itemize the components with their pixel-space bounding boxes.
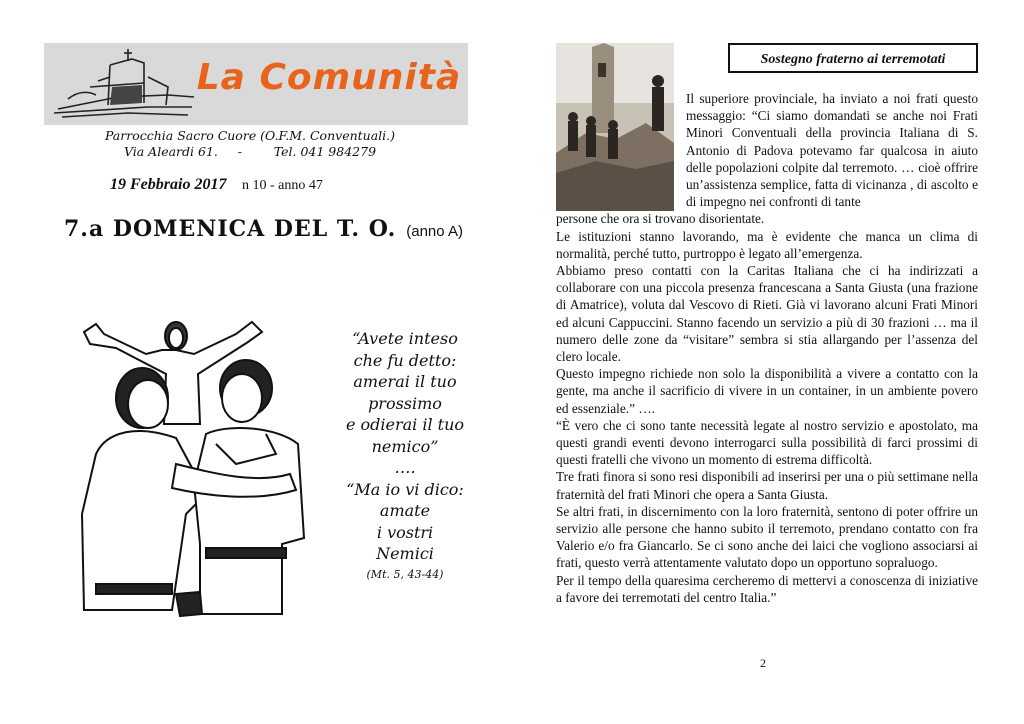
quote-line: …. [394, 458, 416, 477]
article-paragraph: Per il tempo della quaresima cercheremo di mettervi a conoscenza di iniziative a favore dei terremotati del centro Italia.” [556, 572, 978, 605]
article-paragraph: persone che ora si trovano disorientate. [556, 211, 765, 227]
quote-line: Nemici [376, 544, 434, 563]
issue-date: 19 Febbraio 2017 [110, 176, 227, 193]
page-number: 2 [760, 656, 766, 670]
article-paragraph: Se altri frati, in discernimento con la loro fraternità, sentono di poter offrire un servizio alle persone che hanno subito il terremoto, prendano contatto con fra Valerio e/o fra Giancarlo. Se ci sono anche dei laici che vogliono associarsi ai frati, questo verrà attentamente valutato dopo un opportuno sopraluogo. [556, 503, 978, 571]
quote-reference: (Mt. 5, 43-44) [366, 567, 444, 581]
article-paragraph: Questo impegno richiede non solo la disponibilità a vivere a contatto con la gente, ma anche il sacrificio di vivere in un container, in un ambiente povero ed essenziale.” …. [556, 366, 978, 416]
church-logo-icon [48, 47, 198, 123]
quote-line: “Avete inteso [352, 329, 458, 348]
quote-line: amate [379, 501, 431, 520]
parish-address [60, 128, 440, 160]
gospel-illustration [76, 314, 334, 630]
quote-line: “Ma io vi dico: [346, 479, 464, 499]
article-title: Sostegno fraterno ai terremotati [728, 43, 978, 73]
quote-line: i vostri [376, 522, 434, 542]
article-paragraph: Le istituzioni stanno lavorando, ma è evidente che manca un clima di normalità, perché tutto, purtroppo è legato all’emergenza. [556, 228, 978, 261]
issue-info [110, 176, 410, 194]
issue-number: n 10 - anno 47 [241, 178, 323, 193]
masthead [44, 43, 468, 125]
article-body [556, 90, 978, 606]
article-paragraph: Tre frati finora si sono resi disponibili ad inserirsi per una o più settimane nella fraternità del frati Minori che opera a Santa Giusta. [556, 469, 978, 502]
sunday-heading [64, 216, 484, 242]
sunday-title: 7.a DOMENICA DEL T. O. [64, 216, 397, 242]
newsletter-title: La Comunità [196, 57, 462, 98]
article-paragraph: Abbiamo preso contatti con la Caritas Italiana che ci ha indirizzati a collaborare con una piccola presenza francescana a Santa Giusta (una frazione di Amatrice), voluta dal Vescovo di Rieti. Già vi lavorano alcuni Frati Minori ed alcuni Cappuccini. Stanno facendo un servizio a più di 30 frazioni … ma il numero delle zone da “visitare” sembra si stia allargando per l’assenza del clero locale. [556, 263, 978, 365]
address-line-2: Via Aleardi 61. - Tel. 041 984279 [123, 144, 377, 159]
quote-line: e odierai il tuo [345, 415, 465, 434]
quote-line: che fu detto: [353, 350, 457, 370]
quote-line: prossimo [368, 393, 442, 413]
quote-line: amerai il tuo [353, 372, 457, 391]
article-paragraph: Il superiore provinciale, ha inviato a noi frati questo messaggio: “Ci siamo domandati se anche noi Frati Minori Conventuali della provincia Italiana di S. Antonio di Padova potevamo far qualcosa in aiuto delle popolazioni colpite dal terremoto. … cioè offrire un’assistenza semplice, fatta di vicinanza , di ascolto e di impegno nei confronti di tante [686, 91, 978, 210]
right-page [512, 0, 1024, 724]
gospel-quote [330, 328, 480, 583]
address-line-1: Parrocchia Sacro Cuore (O.F.M. Conventuali.) [104, 128, 396, 143]
article-paragraph: “È vero che ci sono tante necessità legate al nostro servizio e apostolato, ma questi grandi eventi devono interrogarci sulla possibilità di farci prossimi di questi fratelli che vivono un momento di estrema difficoltà. [556, 417, 978, 468]
liturgical-year: (anno A) [406, 223, 463, 240]
quote-line: nemico” [371, 436, 439, 456]
